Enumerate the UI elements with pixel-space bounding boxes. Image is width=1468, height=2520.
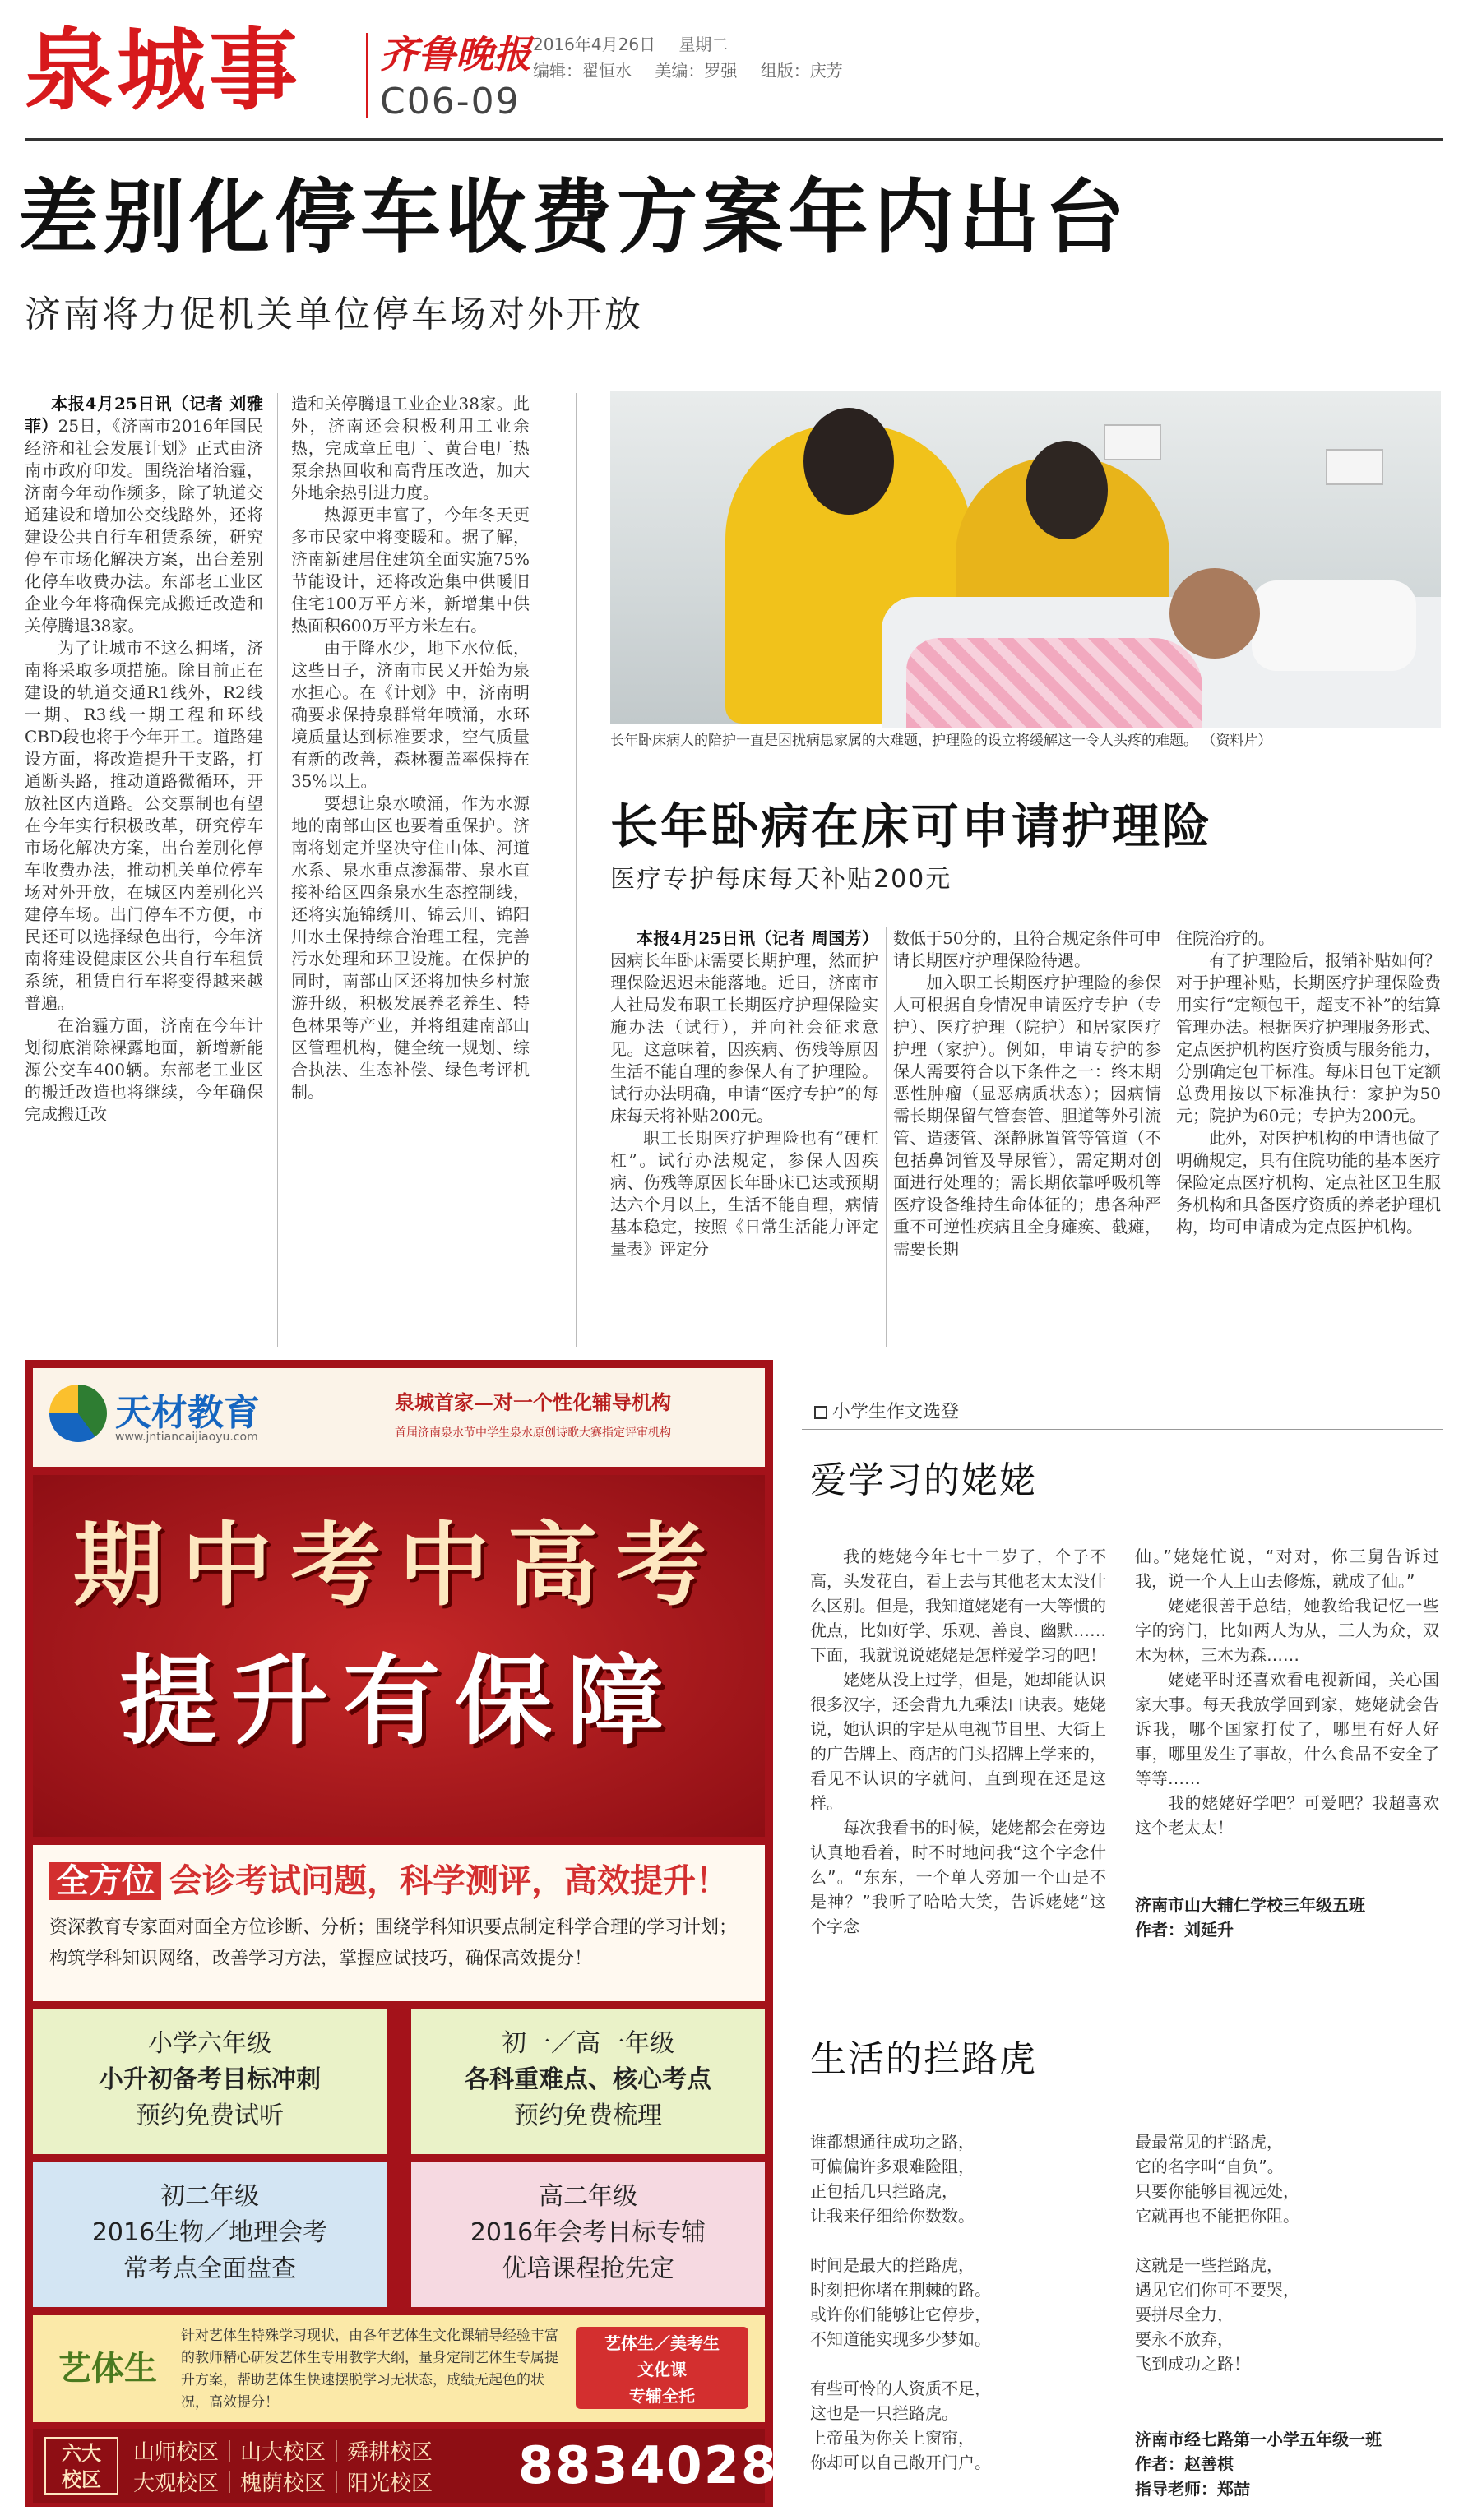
- composition-byline: [1135, 2427, 1382, 2501]
- ad-hero: [33, 1475, 765, 1837]
- article1-paragraph: 由于降水少，地下水位低，这些日子，济南市民又开始为泉水担心。在《计划》中，济南明确要求保持泉群常年喷涌，水环境质量达到标准要求，空气质量有新的改善，森林覆盖率保持在35%以上。: [291, 638, 530, 791]
- article2-column-3: [1176, 927, 1441, 1347]
- campus-label: 六大 校区: [44, 2437, 118, 2495]
- article2-paragraph: 有了护理险后，报销补贴如何？对于护理补贴，长期医疗护理保险费用实行“定额包干，超支不补”的结算管理办法。根据医疗护理服务形式、定点医护机构医疗资质与服务能力，分别确定包干标准。每床日包干定额总费用按以下标准执行：家护为50元；院护为60元；专护为200元。: [1176, 950, 1441, 1126]
- poem-stanza: 最最常见的拦路虎， 它的名字叫“自负”。 只要你能够目视远处， 它就再也不能把你阻。: [1135, 2132, 1299, 2226]
- author-school: 济南市经七路第一小学五年级一班: [1135, 2430, 1382, 2449]
- poem-stanza: 时间是最大的拦路虎， 时刻把你堵在荆棘的路。 或许你们能够让它停步， 不知道能实现多少梦如。: [810, 2255, 991, 2349]
- composition-column: [1135, 1544, 1439, 1856]
- ad-brand-name: 天材教育: [115, 1392, 260, 1434]
- article1-paragraph: 热源更丰富了，今年冬天更多市民家中将变暖和。据了解，济南新建居住建筑全面实施75%节能设计，还将改造集中供暖旧住宅100万平方米，新增集中供热面积600万平方米左右。: [291, 505, 530, 636]
- ad-course-box: 高二年级 2016年会考目标专辅 优培课程抢先定: [411, 2162, 765, 2307]
- column-divider: [277, 393, 278, 1347]
- art-student-badge: 艺体生／美考生 文化课 专辅全托: [576, 2327, 748, 2409]
- author-name: 作者：赵善棋: [1135, 2454, 1234, 2474]
- composition-title: 爱学习的姥姥: [810, 1459, 1037, 1501]
- poem-column: [1135, 2129, 1439, 2401]
- article2-subheadline: 医疗专护每床每天补贴200元: [610, 865, 952, 894]
- ad-slogan-1: 期中考中高考: [73, 1513, 725, 1618]
- composition-paragraph: 姥姥平时还喜欢看电视新闻，关心国家大事。每天我放学回到家，姥姥就会告诉我，哪个国家打仗了，哪里有好人好事，哪里发生了事故，什么食品不安全了等等……: [1135, 1670, 1439, 1788]
- poem-stanza: 有些可怜的人资质不足， 这也是一只拦路虎。 上帝虽为你关上窗帘， 你却可以自己敞开门户。: [810, 2379, 991, 2472]
- composition-paragraph: 仙。”姥姥忙说，“对对，你三舅告诉过我，说一个人上山去修炼，就成了仙。”: [1135, 1547, 1439, 1591]
- ad-course-box: 初二年级 2016生物／地理会考 常考点全面盘查: [33, 2162, 387, 2307]
- poem-stanza: 这就是一些拦路虎， 遇见它们你可不要哭， 要拼尽全力， 要永不放弃， 飞到成功之路！: [1135, 2255, 1299, 2374]
- section-title: 泉城事: [25, 20, 302, 123]
- article2-paragraph: 加入职工长期医疗护理险的参保人可根据自身情况申请医疗专护（专护）、医疗护理（院护）和居家医疗护理（家护）。例如，申请专护的参保人需要符合以下条件之一：终末期恶性肿瘤（显恶病质状态）；因病情需长期保留气管套管、胆道等外引流管、造瘘管、深静脉置管等管道（不包括鼻饲管及导尿管），需定期对创面进行处理的；需长期依靠呼吸机等医疗设备维持生命体征的；患各种严重不可逆性疾病且全身瘫痪、截瘫，需要长期: [893, 973, 1161, 1259]
- masthead-rule: [25, 138, 1443, 141]
- ad-service-strip: [33, 1845, 765, 2001]
- article2-paragraph: 此外，对医护机构的申请也做了明确规定，具有住院功能的基本医疗保险定点医疗机构、定点社区卫生服务机构和具备医疗资质的养老护理机构，均可申请成为定点医护机构。: [1176, 1128, 1441, 1237]
- ad-slogan-2: 提升有保障: [118, 1644, 678, 1758]
- teacher-name: 指导老师：郑喆: [1135, 2479, 1250, 2499]
- art-student-text: 针对艺体生特殊学习现状，由各年艺体生文化课辅导经验丰富的教师精心研发艺体生专用教学大纲，量身定制艺体生专属提升方案，帮助艺体生快速摆脱学习无状态，成绩无起色的状况，高效提分！: [181, 2328, 558, 2411]
- article2-paragraph: 本报4月25日讯（记者 周国芳）因病长年卧床需要长期护理，然而护理保险迟迟未能落地。近日，济南市人社局发布职工长期医疗护理保险实施办法（试行），并向社会征求意见。这意味着，因疾病、伤残等原因生活不能自理的参保人有了护理险。试行办法明确，申请“医疗专护”的每床每天将补贴200元。: [610, 928, 878, 1126]
- composition-paragraph: 姥姥从没上过学，但是，她却能认识很多汉字，还会背九九乘法口诀表。姥姥说，她认识的字是从电视节目里、大街上的广告牌上、商店的门头招牌上学来的，看见不认识的字就问，直到现在还是这样。: [810, 1670, 1106, 1813]
- article1-column-2: [291, 393, 530, 1347]
- composition-column: [810, 1544, 1106, 1988]
- ad-strip-title: 全方位 会诊考试问题，科学测评，高效提升！: [49, 1855, 729, 1902]
- ad-brand-url: www.jntiancaijiaoyu.com: [115, 1431, 258, 1444]
- article1-paragraph: 为了让城市不这么拥堵，济南将采取多项措施。除目前正在建设的轨道交通R1线外，R2线一期、R3线一期工程和环线CBD段也将于今年开工。道路建设方面，将改造提升干支路，打通断头路，推动道路微循环，开放社区内道路。公交票制也有望在今年实行积极改革，研究停车市场化解决方案，出台差别化停车收费办法，推动机关单位停车场对外开放，在城区内差别化兴建停车场。出门停车不方便，市民还可以选择绿色出行，今年济南将建设健康区公共自行车租赁系统，租赁自行车将变得越来越普遍。: [25, 638, 263, 1013]
- ad-course-box: 初一／高一年级 各科重难点、核心考点 预约免费梳理: [411, 2009, 765, 2154]
- article2-dateline: 本报4月25日讯（记者 周国芳）: [637, 928, 878, 948]
- composition-paragraph: 我的姥姥今年七十二岁了，个子不高，头发花白，看上去与其他老太太没什么区别。但是，我知道姥姥有一大等惯的优点，比如好学、乐观、善良、幽默……下面，我就说说姥姥是怎样爱学习的吧！: [810, 1547, 1106, 1665]
- author-school: 济南市山大辅仁学校三年级五班: [1135, 1895, 1365, 1915]
- author-name: 作者：刘延升: [1135, 1920, 1234, 1940]
- lead-headline: 差别化停车收费方案年内出台: [18, 171, 1131, 265]
- campus-list: 大观校区｜槐荫校区｜阳光校区: [133, 2471, 433, 2496]
- photo-caption: 长年卧床病人的陪护一直是困扰病患家属的大难题，护理险的设立将缓解这一令人头疼的难题。 （资料片）: [610, 733, 1272, 749]
- editor-credit: 编辑：翟恒水: [533, 61, 632, 81]
- composition-paragraph: 我的姥姥好学吧？可爱吧？我超喜欢这个老太太！: [1135, 1793, 1439, 1838]
- compositions-section-tag: 小学生作文选登: [814, 1398, 959, 1423]
- news-photo: [610, 391, 1441, 724]
- ad-course-box: 小学六年级 小升初备考目标冲刺 预约免费试听: [33, 2009, 387, 2154]
- article1-paragraph: 造和关停腾退工业企业38家。此外，济南还会积极利用工业余热，完成章丘电厂、黄台电厂热泵余热回收和高背压改造，加大外地余热引进力度。: [291, 394, 530, 502]
- article2-column-1: [610, 927, 878, 1347]
- composition-paragraph: 每次我看书的时候，姥姥都会在旁边认真地看着，时不时地问我“这个字念什么”。“东东，一个单人旁加一个山是不是神？”我听了哈哈大笑，告诉姥姥“这个字念: [810, 1818, 1106, 1936]
- ad-strip-body: 资深教育专家面对面全方位诊断、分析；围绕学科知识要点制定科学合理的学习计划；构筑学科知识网络，改善学习方法，掌握应试技巧，确保高效提分！: [49, 1917, 738, 1969]
- page-code: C06-09: [380, 81, 521, 123]
- article1-paragraph: 本报4月25日讯（记者 刘雅菲）25日，《济南市2016年国民经济和社会发展计划》正式由济南市政府印发。围绕治堵治霾，济南今年动作频多，除了轨道交通建设和增加公交线路外，还将建设公共自行车租赁系统，研究停车市场化解决方案，出台差别化停车收费办法。东部老工业区企业今年将确保完成搬迁改造和关停腾退38家。: [25, 394, 263, 636]
- campus-list: 山师校区｜山大校区｜舜耕校区: [133, 2440, 433, 2465]
- art-editor-credit: 美编：罗强: [655, 61, 738, 81]
- article1-paragraph: 要想让泉水喷涌，作为水源地的南部山区也要着重保护。济南将划定并坚决守住山体、河道水系、泉水重点渗漏带、泉水直接补给区四条泉水生态控制线，还将实施锦绣川、锦云川、锦阳川水土保持综合治理工程，完善污水处理和环卫设施。在保护的同时，南部山区还将加快乡村旅游升级，积极发展养老养生、特色林果等产业，并将组建南部山区管理机构，健全统一规划、综合执法、生态补偿、绿色考评机制。: [291, 793, 530, 1102]
- issue-date: 2016年4月26日: [533, 35, 656, 54]
- article2-paragraph: 数低于50分的，且符合规定条件可申请长期医疗护理保险待遇。: [893, 928, 1161, 970]
- photo-patient: [1169, 568, 1260, 659]
- brand-logo-icon: [49, 1385, 107, 1442]
- section-square-icon: [814, 1406, 827, 1419]
- article1-column-1: [25, 393, 263, 1347]
- column-divider: [576, 393, 577, 1347]
- article2-paragraph: 住院治疗的。: [1176, 928, 1275, 948]
- ad-header: [33, 1368, 765, 1467]
- lead-subheadline: 济南将力促机关单位停车场对外开放: [25, 294, 643, 335]
- layout-editor-credit: 组版：庆芳: [760, 61, 843, 81]
- article2-column-2: [893, 927, 1161, 1347]
- art-student-logo: 艺体生: [58, 2350, 157, 2388]
- masthead-divider: [366, 33, 368, 118]
- masthead-meta: [533, 31, 861, 84]
- newspaper-logo: 齐鲁晚报: [380, 32, 531, 76]
- article1-paragraph: 在治霾方面，济南在今年计划彻底消除裸露地面，新增新能源公交车400辆。东部老工业区的搬迁改造也将继续，今年确保完成搬迁改: [25, 1015, 263, 1124]
- composition-paragraph: 姥姥很善于总结，她教给我记忆一些字的窍门，比如两人为从，三人为众，双木为林，三木为森……: [1135, 1596, 1439, 1665]
- poem-stanza: 谁都想通往成功之路， 可偏偏许多艰难险阻， 正包括几只拦路虎， 让我来仔细给你数数。: [810, 2132, 975, 2226]
- composition-byline: [1135, 1893, 1365, 1942]
- article1-dateline: 本报4月25日讯（记者 刘雅菲）: [25, 394, 263, 436]
- masthead: [25, 10, 1443, 133]
- poem-column: [810, 2129, 1106, 2499]
- article2-headline: 长年卧病在床可申请护理险: [610, 798, 1213, 854]
- composition-title: 生活的拦路虎: [810, 2038, 1037, 2080]
- column-divider: [886, 927, 887, 1347]
- ad-phone-number: 88340288: [518, 2435, 816, 2495]
- education-advertisement: [25, 1360, 816, 2507]
- ad-art-student-panel: [33, 2315, 765, 2422]
- article2-paragraph: 职工长期医疗护理险也有“硬杠杠”。试行办法规定，参保人因疾病、伤残等原因长年卧床已达或预期达六个月以上，生活不能自理，病情基本稳定，按照《日常生活能力评定量表》评定分: [610, 1128, 878, 1259]
- ad-tagline-sub: 首届济南泉水节中学生泉水原创诗歌大赛指定评审机构: [395, 1426, 671, 1440]
- ad-contact-bar: [33, 2429, 816, 2503]
- compositions-rule: [802, 1429, 1443, 1430]
- ad-tagline: 泉城首家—对一个性化辅导机构: [395, 1391, 671, 1414]
- issue-weekday: 星期二: [678, 35, 729, 54]
